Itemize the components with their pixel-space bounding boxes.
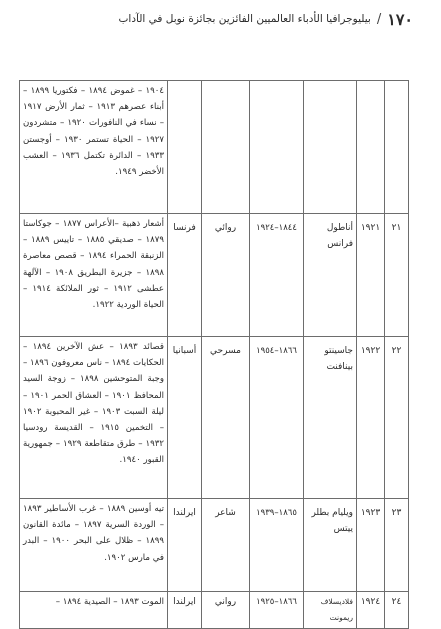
life-dates: ١٨٤٤–١٩٢٤ <box>250 214 304 337</box>
genre <box>202 81 250 214</box>
award-year <box>357 81 385 214</box>
works-list: أشعار ذهبية –الأعراس ١٨٧٧ – جوكاستا ١٨٧٩ – صديقي ١٨٨٥ – تاييس ١٨٨٩ – الزنبقة الحمراء ١٨٩٤ – قصص معاصرة ١٨٩٨ – جزيرة البطريق ١٩٠٨ – الآلهة عطشى ١٩١٢ – ثور الملائكة ١٩١٤ – الحياة الوردية ١٩٢٢. <box>20 214 168 337</box>
laureate-name: أناطول فرانس <box>304 214 357 337</box>
laureate-name <box>304 81 357 214</box>
row-number: ٢١ <box>385 214 409 337</box>
works-list: قصائد ١٨٩٣ – عش الآخرين ١٨٩٤ – الحكايات ١٨٩٤ – ناس معروفون ١٨٩٦ – وجبة المتوحشين ١٨٩٨ – زوجة السيد المحافظ ١٩٠١ – العشاق الحمر ١٩٠١ – ليلة السبت ١٩٠٣ – غير المحبوبة ١٩٠٢ – التخمين ١٩١٥ – القديسة رودسيا ١٩٣٢ – طرق متقاطعة ١٩٢٩ – جمهورية القبور ١٩٤٠. <box>20 337 168 499</box>
row-number <box>385 81 409 214</box>
laureate-name: جاسينتو بينافنت <box>304 337 357 499</box>
table-row <box>20 592 409 629</box>
country: فرنسا <box>168 214 202 337</box>
row-number: ٢٣ <box>385 499 409 592</box>
life-dates: ١٨٦٦–١٩٢٥ <box>250 592 304 629</box>
laureate-name: ويليام بطلر ييتس <box>304 499 357 592</box>
table-row <box>20 499 409 592</box>
works-list: الموت ١٨٩٣ – الصيدية ١٨٩٤ – <box>20 592 168 629</box>
award-year: ١٩٢٢ <box>357 337 385 499</box>
genre: شاعر <box>202 499 250 592</box>
works-list: ١٩٠٤ – غموض ١٨٩٤ – فكتوريا ١٨٩٩ – أبناء عصرهم ١٩١٣ – ثمار الأرض ١٩١٧ – نساء في النافورات ١٩٢٠ – متشردون ١٩٢٧ – الحياة تستمر ١٩٣٠ – أوجستن ١٩٣٣ – الدائرة تكتمل ١٩٣٦ – العشب الأخضر ١٩٤٩. <box>20 81 168 214</box>
row-number: ٢٢ <box>385 337 409 499</box>
running-header <box>28 6 413 32</box>
table-row <box>20 81 409 214</box>
header-separator: / <box>376 11 382 27</box>
header-title: بيليوجرافيا الأدباء العالميين الفائزين بجائزة نوبل في الآداب <box>118 13 371 25</box>
works-list: تيه أوسين ١٨٨٩ – غرب الأساطير ١٨٩٣ – الوردة السرية ١٨٩٧ – مائدة القانون ١٨٩٩ – ظلال على البحر ١٩٠٠ – البدر في مارس ١٩٠٢. <box>20 499 168 592</box>
life-dates <box>250 81 304 214</box>
genre: رواني <box>202 592 250 629</box>
genre: مسرحي <box>202 337 250 499</box>
country <box>168 81 202 214</box>
award-year: ١٩٢٣ <box>357 499 385 592</box>
country: ايرلندا <box>168 592 202 629</box>
country: أسبانيا <box>168 337 202 499</box>
life-dates: ١٨٦٥–١٩٣٩ <box>250 499 304 592</box>
table-row <box>20 337 409 499</box>
life-dates: ١٨٦٦–١٩٥٤ <box>250 337 304 499</box>
laureate-name: فلاديسلاف ريمونت <box>304 592 357 629</box>
laureates-table <box>19 80 409 629</box>
genre: روائي <box>202 214 250 337</box>
country: ايرلندا <box>168 499 202 592</box>
page-number: ١٧٠ <box>387 9 413 29</box>
table-row <box>20 214 409 337</box>
award-year: ١٩٢٤ <box>357 592 385 629</box>
award-year: ١٩٢١ <box>357 214 385 337</box>
row-number: ٢٤ <box>385 592 409 629</box>
